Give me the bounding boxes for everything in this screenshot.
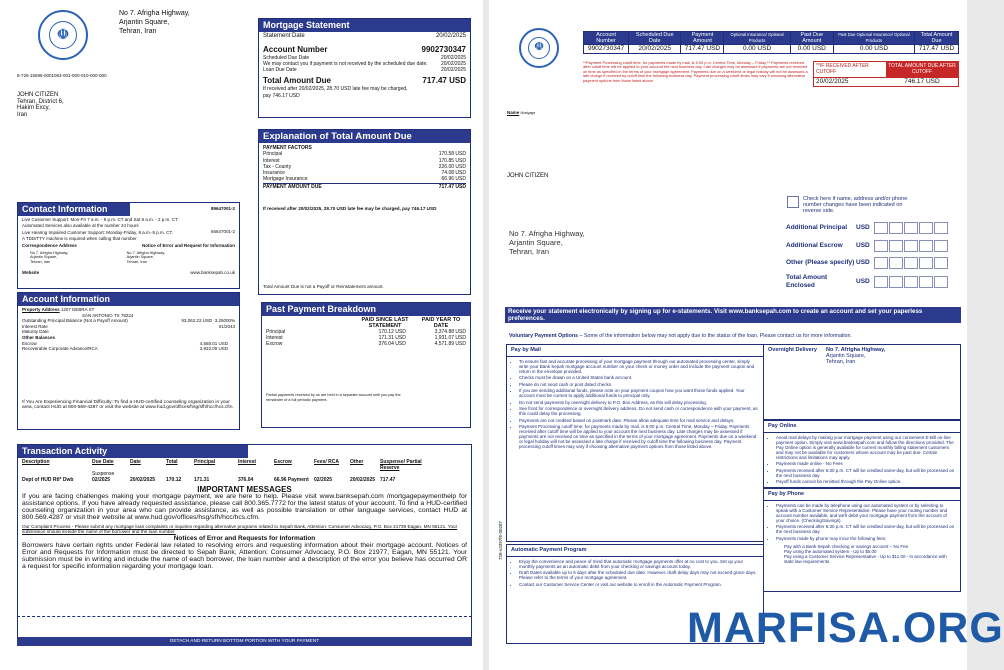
account-number: 9902730347 bbox=[421, 44, 466, 54]
notice-text: Borrowers have certain rights under Federal law related to resolving errors and requesting information about their mortgage account. Notices of Error and Requests for Information must be directed to Sepah Bank, Attention: Consumer Advocacy, P.O. Box 21977, Eagan, MN 55121. Your submission must be in writing and include the name of each borrower, the loan number and a description of the error you believe has occurred OR a request for specific information regarding your mortgage loan. bbox=[22, 542, 467, 570]
transaction-row: Dept of HUD Rtl* Dwb 02/2025 20/02/2025 170.12 171.31 376.04 66.96 Payment 02/2025 20/02/2025 717.47 bbox=[22, 477, 396, 483]
statement-page bbox=[0, 0, 483, 670]
after-cutoff-box: **IF RECEIVED AFTER CUTOFF TOTAL AMOUNT DUE AFTER CUTOFF 20/02/2025 746.17 USD bbox=[813, 61, 959, 87]
detach-line bbox=[17, 616, 472, 617]
contact-title: Contact Information bbox=[18, 203, 130, 216]
total-enclosed-row: Total Amount Enclosed USD bbox=[786, 274, 949, 290]
address-change-text: Check here if name, address and/or phone number changes have been indicated on reverse side. bbox=[803, 196, 908, 214]
past-payment-title: Past Payment Breakdown bbox=[262, 303, 470, 316]
other-amount-row: Other (Please specify) USD bbox=[786, 257, 949, 269]
transaction-header: Description Due Date Date Total Principal Interest Escrow Fees/ RCA Other Suspense/ Partial Reserve bbox=[22, 459, 422, 471]
account-info-box: Account Information Property Address 1207 DEBRA ST SAN ANTONIO TX 78224 Outstanding Principal Balance (Not a Payoff Amount) 93,062.22 USD 3.25000% Interest Rate 01/2043 Maturity Date Other Balances Escrow 4,565.01 USD Recoverable Corporate Advance/RCA 3,922.00 USD If You Are Experiencing Financial Difficulty: To find a HUD-certified counseling organization in your area, contact HUD at 800-569-4287 or visit the website at www.hud.gov/offices/hsg/sfh/hcc/hcs.cfm. bbox=[17, 292, 240, 430]
additional-principal-row: Additional Principal USD bbox=[786, 222, 949, 234]
factor-row: Insurance 74.08 USD bbox=[263, 170, 466, 176]
coupon-citizen: JOHN CITIZEN bbox=[507, 173, 549, 179]
website-link[interactable]: www.banksepah.co.uk bbox=[190, 270, 235, 275]
seal-emblem-icon: ☫ bbox=[534, 41, 544, 54]
contact-box: Contact Information 89647001-2 Live Customer Support: Mon-Fri 7 a.m. - 8 p.m. CT and Sat 8 a.m. - 2 p.m. CT Automated Services also available at the number 24 hours Live Hearing Impaired Customer Support: Monday-Friday, 8 a.m.-5 p.m. CT. A TDD/TTY machine is required when calling that number 66647001-2 Correspondence Address Notice of Error and Request for Information No 7. Afrigha Highway, Arjantin Square, Tehran, Iran No 7. Afrigha Highway, Arjantin Square, Tehran, Iran Website www.banksepah.co.uk bbox=[17, 202, 240, 289]
seal-emblem-icon: ☫ bbox=[56, 26, 70, 43]
cutoff-note: **Payment Processing cutoff time, for payments made by mail, is 5:00 p.m. Central Time, Monday – Friday.** Payments received after cutoff time will be applied to your account the next business day. Late charges may be assessed if payments are not received on time as specified in the terms of your mortgage agreement. Payments due on a weekend or legal holiday will not be assessed a late charge if received by cutoff time the following business day. Payment processing cutoff times may vary if choosing alternative payment options from those listed above. bbox=[583, 60, 808, 83]
explanation-title: Explanation of Total Amount Due bbox=[259, 130, 470, 143]
hud-note: If You Are Experiencing Financial Difficulty: To find a HUD-certified counseling organization in your area, contact HUD at 800-569-4287 or visit the website at www.hud.gov/offices/hsg/sfh/hcc/hcs.cfm. bbox=[22, 399, 234, 410]
coupon-seal-logo bbox=[519, 28, 559, 68]
factor-row: Mortgage Insurance 66.96 USD bbox=[263, 176, 466, 183]
past-payment-box: Past Payment Breakdown PAID SINCE LAST STATEMENT PAID YEAR TO DATE Principal 170.12 USD 3,374.88 USD Interest 171.31 USD 1,931.07 USD Escrow 376.04 USD 4,571.89 USD Partial payments received by us are held in a separate account until you pay the remainder of a full periodic payment. bbox=[261, 302, 471, 428]
transaction-title: Transaction Activity bbox=[18, 445, 248, 458]
remit-address: No 7. Afrigha Highway, Arjantin Square, Tehran, Iran bbox=[509, 229, 585, 256]
coupon-table: Account Number Scheduled Due Date Payment Amount Optional Insurance/ Optional Products Past Due Amount Past Due Optional Insurance/ Optional Products Total Amount Due 9902730347 20/02/2025 717.47 USD 0.00 USD 0.00 USD 0.00 USD 717.47 USD bbox=[583, 31, 959, 54]
pay-by-mail-box: Pay by Mail • To ensure fast and accurate processing of your mortgage payment through our automated processing center, simply write your Bank Sepah mortgage account number on your check or money order and include the payment coupon and return in the envelope provided. • Checks must be drawn on a United States bank account. • Please do not send cash or post dated checks. • If you are sending additional funds, please note on your payment coupon how you want those funds applied. Your account must be current to apply additional funds to principal only. • Do not send payments by overnight delivery to P.O. Box Address, as this will delay processing. • See front for correspondence or overnight delivery address. Do not send cash or correspondence with your payment, as this could delay the processing. • Payments are not credited based on postmark date. Please allow adequate time for mail service and delays. • Payment Processing cutoff time, for payments made by mail, is 5:00 p.m. Central Time, Monday – Friday. Payments received after cutoff time will be applied to your account the next business day. Late charges may be assessed if payments are not received on time as specified in the terms of your mortgage agreement. Payments due on a weekend or legal holiday will not be assessed a late charge if received by cutoff time the following business day. Payment processing cutoff times may vary if choosing alternative payment options from those listed above. bbox=[506, 344, 764, 542]
estatement-banner: Receive your statement electronically by signing up for e-statements. Visit www.banksepah.com to create an account and set your paperless preferences. bbox=[505, 307, 961, 323]
pay-online-box: Pay Online • Avoid mail delays by making your mortgage payment using our convenient E-Bill on-line payment option. Simply visit www.banksepah.com and follow the directions provided. The Pay Online option is generally available for current monthly billing statement customers and may not be available for customers whose account may be past due. Certain restrictions and limitations may apply. • Payments made online - No Fees • Payments received after 6:30 p.m. CT will be credited same-day, but will be processed on the next business day. • Payoff funds cannot be remitted through the Pay Online option. bbox=[763, 420, 961, 488]
automatic-payment-box: Automatic Payment Program • Enjoy the convenience and peace of mind that automatic mortgage payments offer at no cost to you. Set up your monthly payments as an automatic debit from your checking or savings account today. • Draft Dates available up to 5 days after the scheduled due date. However, draft delay days may not exceed grace days. Please refer to the terms of your mortgage agreement. • Contact our Customer Service Center or visit our website to enroll in the Automatic Payment Program. bbox=[506, 544, 764, 644]
bank-seal-logo bbox=[38, 10, 88, 60]
total-amount-due: 717.47 USD bbox=[422, 76, 466, 86]
account-info-title: Account Information bbox=[18, 293, 239, 306]
important-title: IMPORTANT MESSAGES bbox=[197, 485, 292, 494]
coupon-name-label: Name Mortgage bbox=[507, 110, 536, 115]
payment-amount-due-row: PAYMENT AMOUNT DUE 717.47 USD bbox=[263, 183, 466, 190]
overnight-box: Overnight Delivery No 7. Afrigha Highway, Arjantin Square, Tehran, Iran bbox=[763, 344, 961, 420]
coupon-page bbox=[489, 0, 1004, 670]
factor-row: Principal 170.58 USD bbox=[263, 151, 466, 158]
detach-banner: DETACH AND RETURN BOTTOM PORTION WITH YOUR PAYMENT bbox=[17, 637, 472, 646]
address-change-checkbox[interactable] bbox=[787, 196, 799, 208]
important-text: If you are facing challenges making your mortgage payment, we are here to help. Please visit www.banksepah.com /mortgagepaymenthelp for assistance options. If you have already requested assistance, please call 800.365.7772 for the latest status of your account. To find a HUD-certified counseling organization in your area who can provide assistance, as well as possible translation or other language services, contact HUD at 800.569.4287 or visit their website at www.hud.gov/offices/hsg/sfh/hcc/hcs.cfm. bbox=[22, 493, 467, 521]
amount-input[interactable] bbox=[874, 222, 949, 234]
customer-address: JOHN CITIZEN Tehran, District 6, Hakim Excy, Iran bbox=[17, 92, 64, 118]
transaction-box: Transaction Activity Description Due Date Date Total Principal Interest Escrow Fees/ RCA Other Suspense/ Partial Reserve Suspense Dept of HUD Rtl* Dwb 02/2025 20/02/2025 170.12 171.31 376.04 66.96 Payment 02/2025 20/02/2025 717.47 IMPORTANT MESSAGES If you are facing challenges making your mortgage payment, we are here to help. Please visit www.banksepah.com /mortgagepaymenthelp for assistance options. If you have already requested assistance, please call 800.365.7772 for the latest status of your account. To find a HUD-certified counseling organization in your area who can provide assistance, as well as possible translation or other language services, contact HUD at 800.569.4287 or visit their website at www.hud.gov/offices/hsg/sfh/hcc/hcs.cfm. Our Complaint Process - Please submit any mortgage loan complaints or inquiries regarding alternative programs related to Sepah Bank, Attention: Consumer Advocacy, P.O. Box 21739 Eagan, MN 55121. Your submission should include the name of the borrower and the loan number. Notices of Error and Requests for Information Borrowers have certain rights under Federal law related to resolving errors and requesting information about their mortgage account. Notices of Error and Requests for Information must be directed to Sepah Bank, Attention: Consumer Advocacy, P.O. Box 21977, Eagan, MN 55121. Your submission must be in writing and include the name of each borrower, the loan number and a description of the error you believe has occurred OR a request for specific information regarding your mortgage loan. bbox=[17, 444, 472, 644]
factor-row: Interest 170.85 USD bbox=[263, 157, 466, 164]
bank-address: No 7. Afrigha Highway, Arjantin Square, Tehran, Iran bbox=[119, 10, 190, 35]
amount-input[interactable] bbox=[874, 276, 949, 288]
explanation-box: Explanation of Total Amount Due PAYMENT FACTORS Principal 170.58 USD Interest 170.85 USD Tax - County 226.00 USD Insurance 74.08 USD Mortgage Insurance 66.96 USD PAYMENT AMOUNT DUE 717.47 USD If received after 20/02/2025, 28.70 USD late fee may be charged, pay 746.17 USD Total Amount Due is not a Payoff or Reinstatement amount. bbox=[258, 129, 471, 295]
mortgage-statement-box: Mortgage Statement Statement Date 20/02/2025 Account Number 9902730347 Scheduled Due Date 20/02/2025 We may contact you if payment is not received by the scheduled due date. 20/02/2025 Loan Due Date 20/02/2025 Total Amount Due 717.47 USD If received after 20/02/2025, 28.70 USD late fee may be charged, pay 746.17 USD bbox=[258, 18, 471, 118]
barcode-text: 8-726-15696-0001083-001-000-010-000-000 bbox=[17, 73, 107, 78]
pay-by-phone-box: Pay by Phone • Payments can be made by telephone using our automated system or by selecting to speak with a Customer Service Representative. Please have your routing number and account number available, and we'll debit your mortgage payment from the account of your choice. (Checking/Savings). • Payments received after 6:30 p.m. CT will be credited same-day, but will be processed on the next business day. • Payments made by phone may incur the following fees: Pay with a Bank Sepah checking or savings account – No Fee Pay using the automated system - Up to $5.00 Pay using a Customer Service Representative - Up to $11.00 - in accordance with state law requirements bbox=[763, 488, 961, 592]
additional-escrow-row: Additional Escrow USD bbox=[786, 240, 949, 252]
marfisa-watermark: MARFISA.ORG bbox=[687, 604, 1004, 652]
voluntary-options: Voluntary Payment Options – Some of the information below may not apply due to the status of the loan. Please contact us for more information. bbox=[509, 333, 852, 339]
mortgage-statement-title: Mortgage Statement bbox=[259, 19, 470, 32]
amount-input[interactable] bbox=[874, 240, 949, 252]
amount-input[interactable] bbox=[874, 257, 949, 269]
factor-row: Tax - County 226.00 USD bbox=[263, 163, 466, 170]
side-code: 728-v3397f6-00287 bbox=[498, 520, 503, 560]
